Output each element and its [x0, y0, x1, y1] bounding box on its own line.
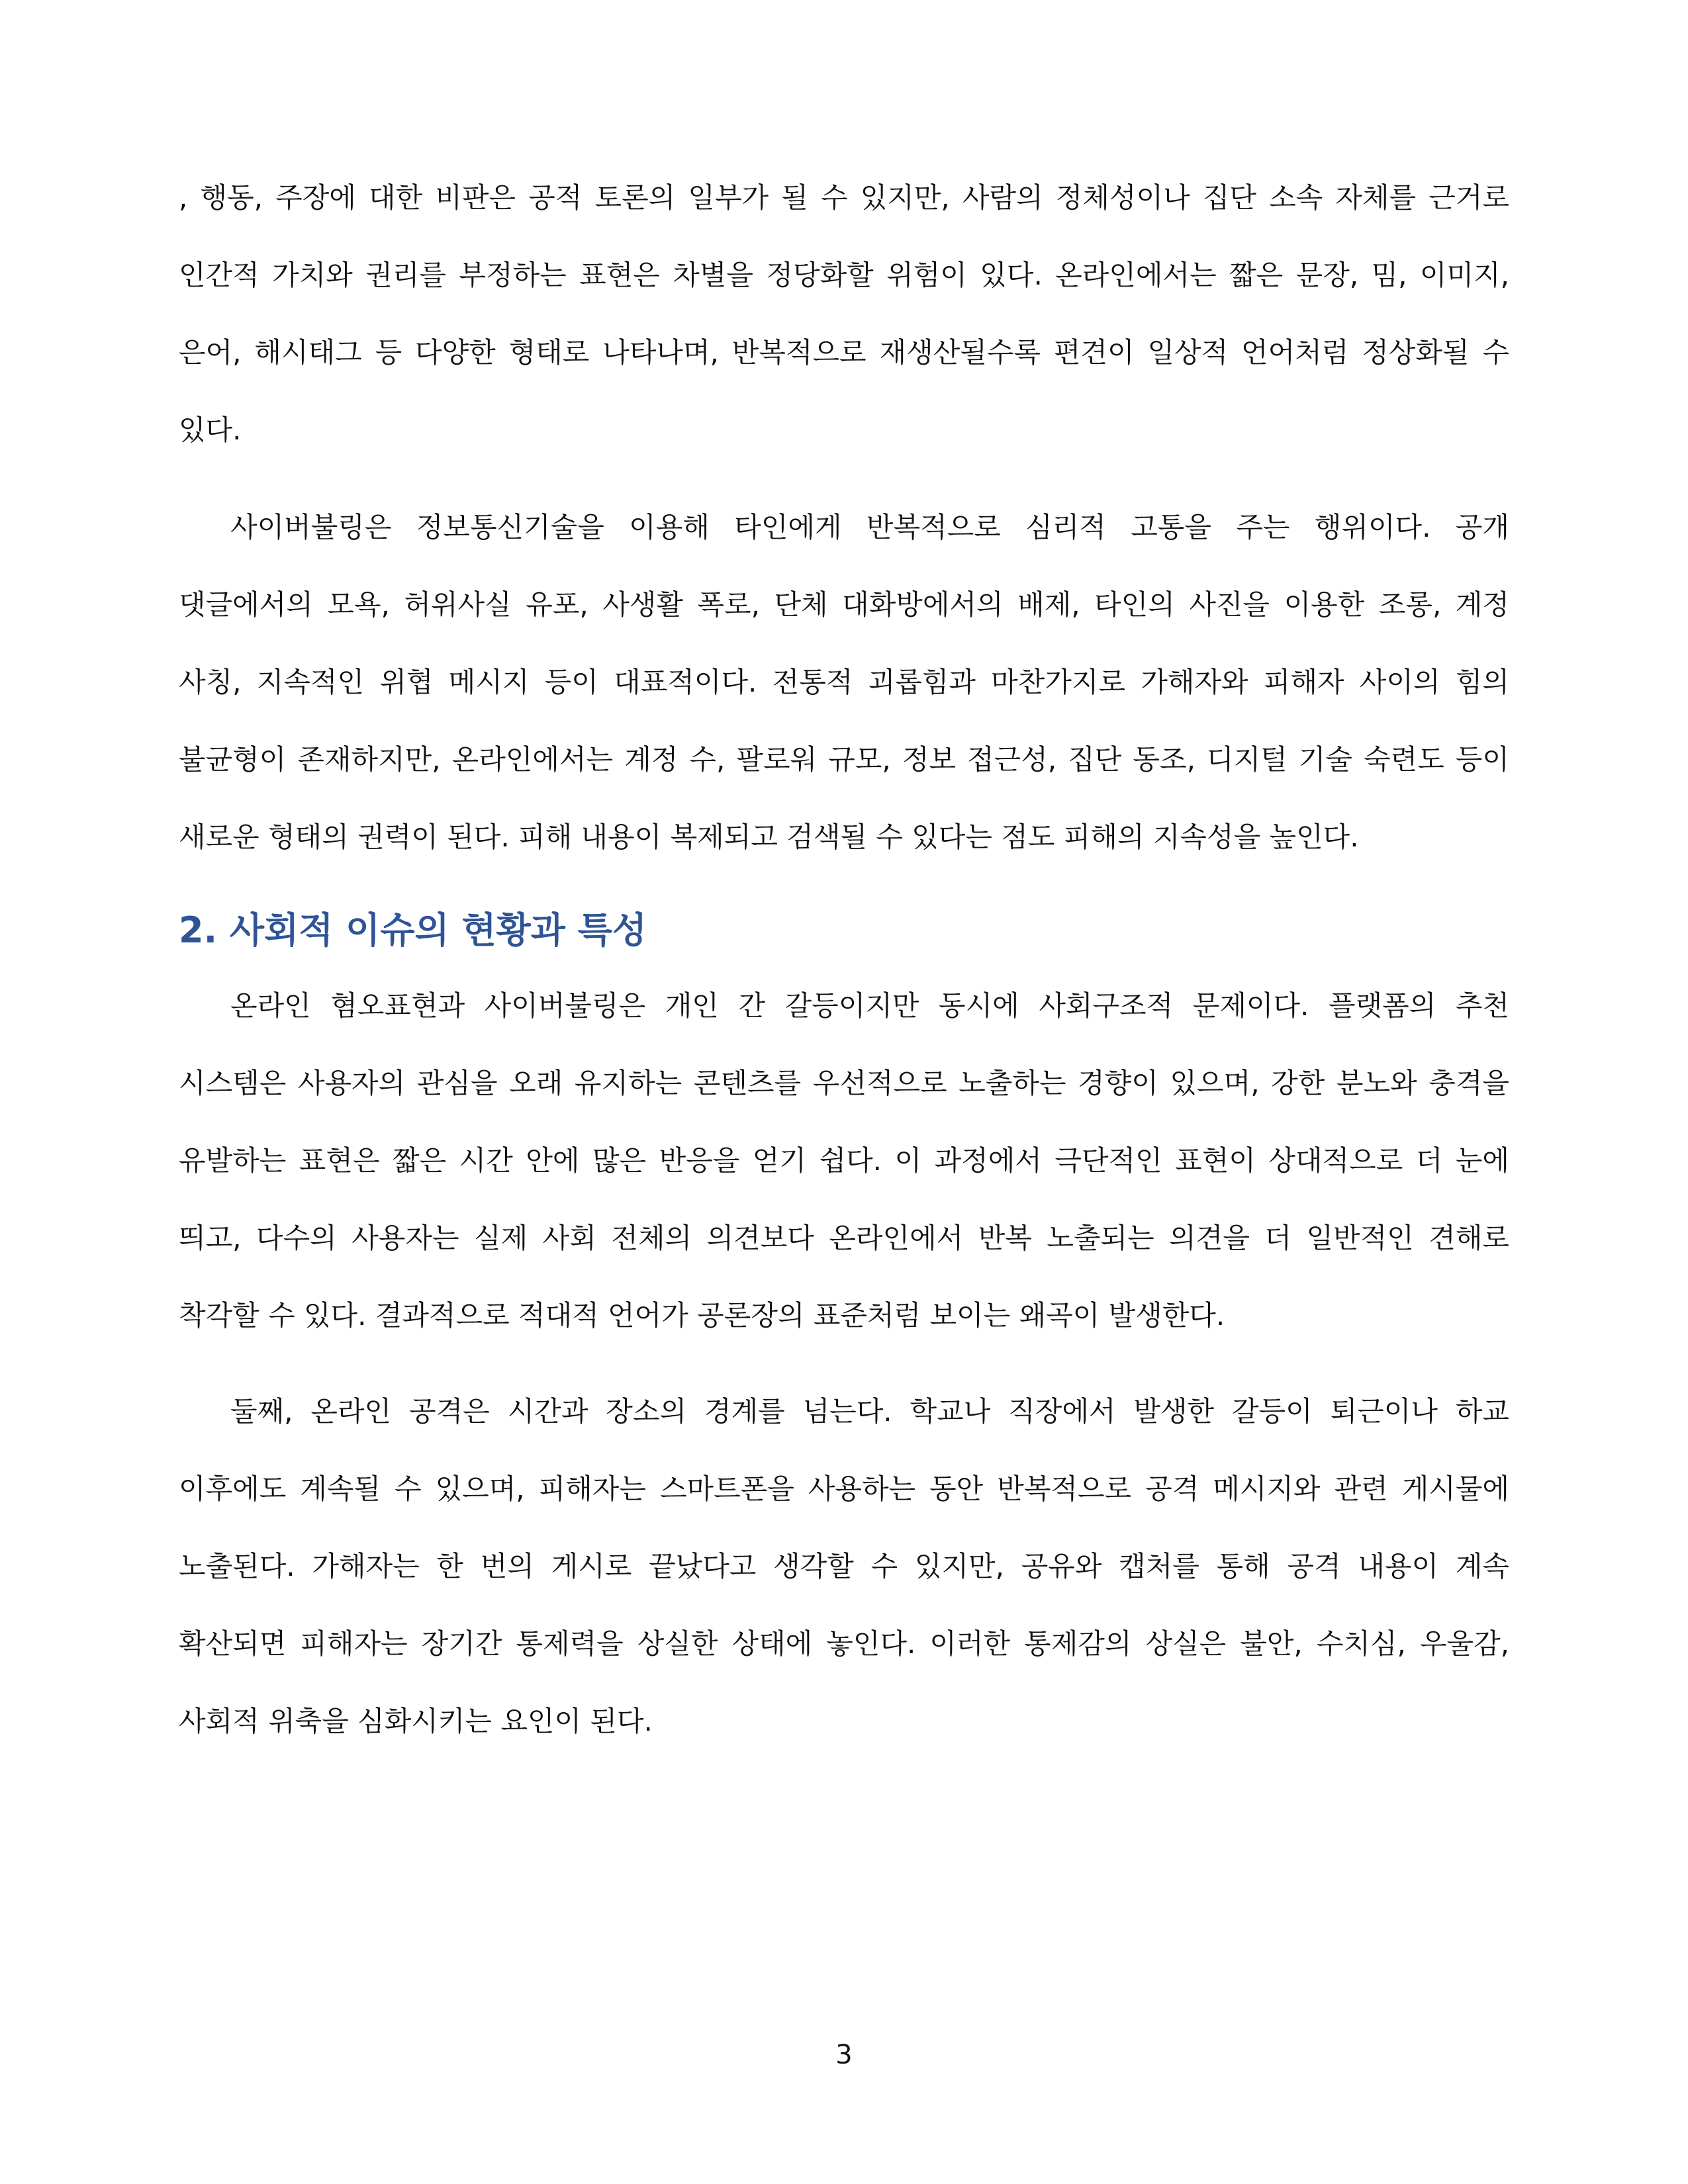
paragraph-social-structure: 온라인 혐오표현과 사이버불링은 개인 간 갈등이지만 동시에 사회구조적 문제이다. 플랫폼의 추천 시스템은 사용자의 관심을 오래 유지하는 콘텐츠를 우선적으로 노출하는 경향이 있으며, 강한 분노와 충격을 유발하는 표현은 짧은 시간 안에 많은 반응을 얻기 쉽다. 이 과정에서 극단적인 표현이 상대적으로 더 눈에 띄고, 다수의 사용자는 실제 사회 전체의 의견보다 온라인에서 반복 노출되는 의견을 더 일반적인 견해로 착각할 수 있다. 결과적으로 적대적 언어가 공론장의 표준처럼 보이는 왜곡이 발생한다.	[179, 989, 1509, 1332]
page-number: 3	[835, 2040, 853, 2070]
page-body	[179, 159, 1509, 1760]
paragraph-time-space: 둘째, 온라인 공격은 시간과 장소의 경계를 넘는다. 학교나 직장에서 발생한 갈등이 퇴근이나 하교 이후에도 계속될 수 있으며, 피해자는 스마트폰을 사용하는 동안 반복적으로 공격 메시지와 관련 게시물에 노출된다. 가해자는 한 번의 게시로 끝났다고 생각할 수 있지만, 공유와 캡처를 통해 공격 내용이 계속 확산되면 피해자는 장기간 통제력을 상실한 상태에 놓인다. 이러한 통제감의 상실은 불안, 수치심, 우울감, 사회적 위축을 심화시키는 요인이 된다.	[179, 1395, 1509, 1737]
paragraph-continued: , 행동, 주장에 대한 비판은 공적 토론의 일부가 될 수 있지만, 사람의 정체성이나 집단 소속 자체를 근거로 인간적 가치와 권리를 부정하는 표현은 차별을 정당화할 위험이 있다. 온라인에서는 짧은 문장, 밈, 이미지, 은어, 해시태그 등 다양한 형태로 나타나며, 반복적으로 재생산될수록 편견이 일상적 언어처럼 정상화될 수 있다.	[179, 181, 1509, 446]
section-heading: 2. 사회적 이슈의 현황과 특성	[179, 909, 647, 951]
paragraph-cyberbullying-definition: 사이버불링은 정보통신기술을 이용해 타인에게 반복적으로 심리적 고통을 주는 행위이다. 공개 댓글에서의 모욕, 허위사실 유포, 사생활 폭로, 단체 대화방에서의 배제, 타인의 사진을 이용한 조롱, 계정 사칭, 지속적인 위협 메시지 등이 대표적이다. 전통적 괴롭힘과 마찬가지로 가해자와 피해자 사이의 힘의 불균형이 존재하지만, 온라인에서는 계정 수, 팔로워 규모, 정보 접근성, 집단 동조, 디지털 기술 숙련도 등이 새로운 형태의 권력이 된다. 피해 내용이 복제되고 검색될 수 있다는 점도 피해의 지속성을 높인다.	[179, 511, 1509, 853]
